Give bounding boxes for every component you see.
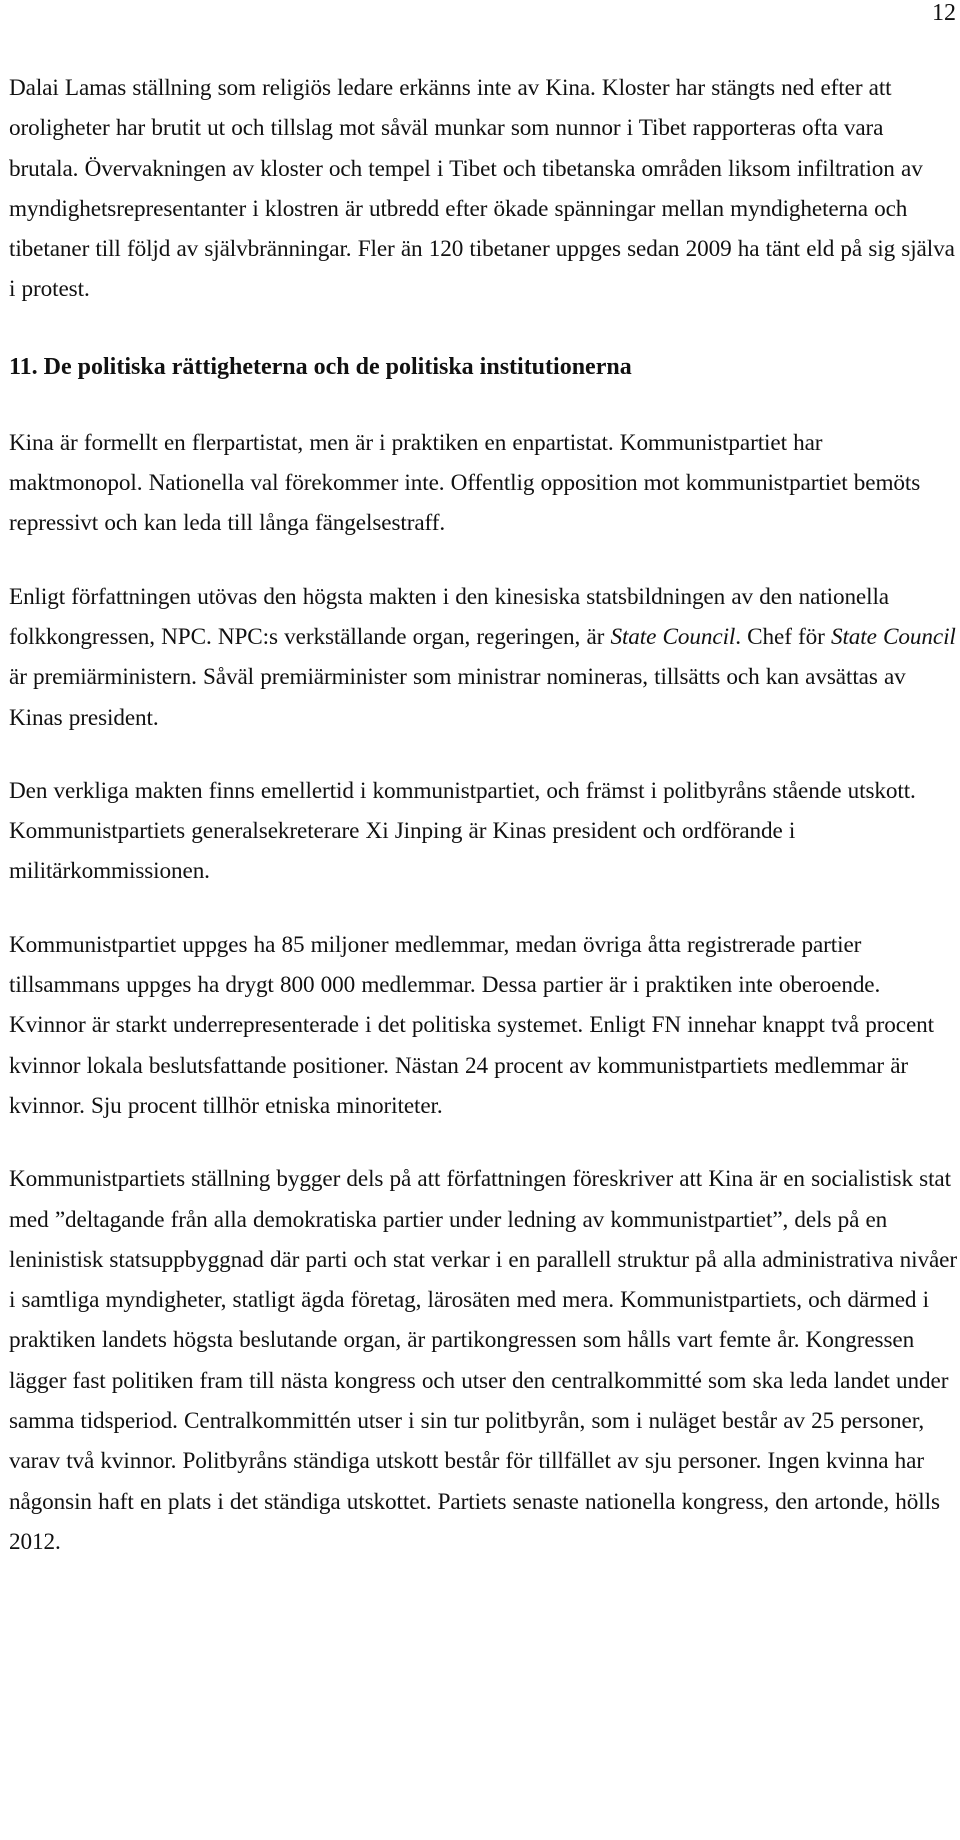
section-heading: 11. De politiska rättigheterna och de politiska institutionerna [9,353,632,380]
page-number: 12 [932,0,956,26]
paragraph-party-structure: Kommunistpartiets ställning bygger dels på att författningen föreskriver att Kina är en socialistisk stat med ”deltagande från alla demokratiska partier under ledning av kommunistpartiet”, dels på en leninistisk statsuppbyggnad där parti och stat verkar i en parallell struktur på alla administrativa nivåer i samtliga myndigheter, statligt ägda företag, lärosäten med mera. Kommunistpartiets, och därmed i praktiken landets högsta beslutande organ, är partikongressen som hålls vart femte år. Kongressen lägger fast politiken fram till nästa kongress och utser den centralkommitté som ska leda landet under samma tidsperiod. Centralkommittén utser i sin tur politbyrån, som i nuläget består av 25 personer, varav två kvinnor. Politbyråns ständiga utskott består för tillfället av sju personer. Ingen kvinna har någonsin haft en plats i det ständiga utskottet. Partiets senaste nationella kongress, den artonde, hölls 2012. [9,1166,957,1555]
paragraph-one-party-state: Kina är formellt en flerpartistat, men är i praktiken en enpartistat. Kommunistpartiet har maktmonopol. Nationella val förekommer inte. Offentlig opposition mot kommunistpartiet bemöts repressivt och kan leda till långa fängelsestraff. [9,429,921,537]
document-body [9,68,957,1562]
paragraph-tibet-monasteries: Dalai Lamas ställning som religiös ledare erkänns inte av Kina. Kloster har stängts ned efter att oroligheter har brutit ut och tillslag mot såväl munkar som nunnor i Tibet rapporteras ofta vara brutala. Övervakningen av kloster och tempel i Tibet och tibetanska områden liksom infiltration av myndighetsrepresentanter i klostren är utbredd efter ökade spänningar mellan myndigheterna och tibetaner till följd av självbränningar. Fler än 120 tibetaner uppges sedan 2009 ha tänt eld på sig själva i protest. [9,75,955,303]
text-run: Enligt författningen utövas den högsta makten i den kinesiska statsbildningen av den nationella folkkongressen, NPC. NPC:s verkställande organ, regeringen, är [9,583,890,650]
paragraph-party-membership: Kommunistpartiet uppges ha 85 miljoner medlemmar, medan övriga åtta registrerade partier tillsammans uppges ha drygt 800 000 medlemmar. Dessa partier är i praktiken inte oberoende. Kvinnor är starkt underrepresenterade i det politiska systemet. Enligt FN innehar knappt två procent kvinnor lokala beslutsfattande positioner. Nästan 24 procent av kommunistpartiets medlemmar är kvinnor. Sju procent tillhör etniska minoriteter. [9,931,935,1119]
italic-term: State Council [610,623,736,650]
italic-term: State Council [830,623,956,650]
text-run: är premiärministern. Såväl premiärminister som ministrar nomineras, tillsätts och kan avsättas av Kinas president. [9,664,906,731]
paragraph-real-power: Den verkliga makten finns emellertid i kommunistpartiet, och främst i politbyråns stående utskott. Kommunistpartiets generalsekreterare Xi Jinping är Kinas president och ordförande i militärkommissionen. [9,777,916,885]
paragraph-constitution-npc [9,577,957,738]
text-run: . Chef för [735,623,831,650]
